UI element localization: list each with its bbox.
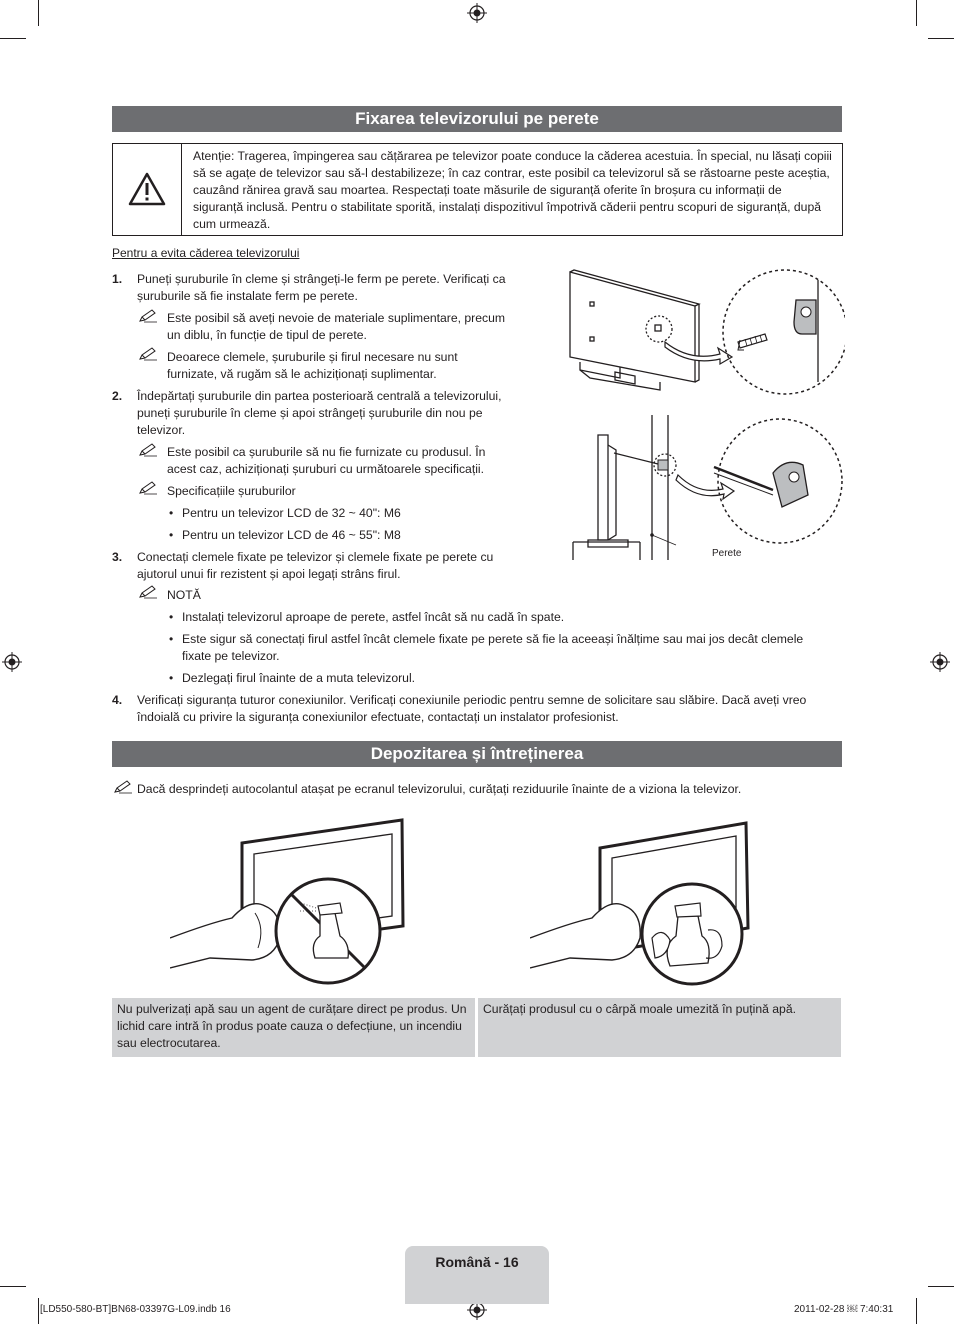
registration-mark-icon [2, 652, 22, 672]
crop-mark [38, 0, 39, 26]
spec-item: Pentru un televizor LCD de 46 ~ 55": M8 [182, 528, 401, 542]
crop-mark [916, 1298, 917, 1324]
bullet-icon: • [169, 632, 174, 646]
spec-item: Pentru un televizor LCD de 32 ~ 40": M6 [182, 506, 401, 520]
registration-mark-icon [467, 3, 487, 23]
caption-no-spray: Nu pulverizați apă sau un agent de curățare direct pe produs. Un lichid care intră în produs poate cauza o defecțiune, un incendiu sau electrocutarea. [112, 998, 475, 1057]
wall-label: Perete [712, 548, 742, 559]
crop-mark [928, 38, 954, 39]
file-name: [LD550-580-BT]BN68-03397G-L09.indb 16 [40, 1304, 231, 1315]
note-pencil-icon [138, 309, 158, 323]
warning-label: Atenție [193, 149, 231, 163]
cloth-cleaning-illustration [530, 818, 770, 988]
note-text: Specificațiile șuruburilor [167, 484, 296, 498]
note-pencil-icon [138, 443, 158, 457]
step-number: 3. [112, 550, 123, 564]
crop-mark [38, 1298, 39, 1324]
crop-mark [916, 0, 917, 26]
bullet-icon: • [169, 506, 174, 520]
page-number: Română - 16 [435, 1254, 519, 1270]
bullet-icon: • [169, 671, 174, 685]
step-number: 2. [112, 389, 123, 403]
step-2-text: Îndepărtați șuruburile din partea posterioară centrală a televizorului, puneți șuruburile în cleme și apoi strângeți șuruburile din nou pe televizor. [137, 389, 502, 437]
note-text: Este posibil să aveți nevoie de materiale suplimentare, precum un diblu, în funcție de tipul de perete. [167, 311, 506, 342]
note-text: Deoarece clemele, șuruburile și firul necesare nu sunt furnizate, vă rugăm să le achiziționați suplimentar. [167, 350, 458, 381]
registration-mark-icon [930, 652, 950, 672]
warning-text [193, 148, 833, 233]
note-bullet: Dezlegați firul înainte de a muta televizorul. [182, 671, 416, 685]
note-pencil-icon [138, 347, 158, 361]
caption-soft-cloth: Curățați produsul cu o cârpă moale umezită în puțină apă. [478, 998, 841, 1057]
no-spray-illustration [170, 818, 410, 988]
subsection-title: Pentru a evita căderea televizorului [112, 246, 300, 260]
crop-mark [0, 38, 26, 39]
step-number: 4. [112, 693, 123, 707]
note-pencil-icon [113, 780, 133, 794]
note-label: NOTĂ [167, 588, 201, 602]
bullet-icon: • [169, 528, 174, 542]
warning-body: : Tragerea, împingerea sau cățărarea pe televizor poate conduce la căderea acestuia. În special, nu lăsați copiii să se agațe de televizor sau să-l destabilizeze; în caz contrar, este posibil ca televizorul să se răstoarne peste aceștia, cauzând rănirea gravă sau moartea. Respectați toate măsurile de siguranță oferite în broșura cu informații de siguranță inclusă. Pentru o stabilitate sporită, instalați dispozitivul împotrivă căderii pentru scopuri de siguranță, după cum urmează. [193, 149, 832, 231]
note-pencil-icon [138, 481, 158, 495]
note-text: Este posibil ca șuruburile să nu fie furnizate cu produsul. În acest caz, achiziționați șuruburi cu următoarele specificații. [167, 445, 486, 476]
warning-box [112, 143, 843, 236]
step-number: 1. [112, 272, 123, 286]
step-4-text: Verificați siguranța tuturor conexiunilor. Verificați conexiunile periodic pentru semne de solicitare sau slăbire. Dacă aveți vreo îndoială cu privire la siguranța conexiunilor efectuate, contactați un instalator profesionist. [137, 693, 807, 724]
note-bullet: Este sigur să conectați firul astfel încât clemele fixate pe perete să fie la aceeași înălțime sau mai jos decât clemele fixate pe televizor. [182, 632, 804, 663]
section-title-wall-mount: Fixarea televizorului pe perete [112, 106, 842, 132]
warning-triangle-icon [127, 171, 167, 207]
warning-divider [181, 144, 182, 235]
step-3-text: Conectați clemele fixate pe televizor și clemele fixate pe perete cu ajutorul unui fir rezistent și apoi legați strâns firul. [137, 550, 494, 581]
print-timestamp: 2011-02-28 ￼ 7:40:31 [794, 1304, 894, 1315]
note-pencil-icon [138, 585, 158, 599]
tv-back-clamp-illustration [560, 262, 845, 412]
bullet-icon: • [169, 610, 174, 624]
crop-mark [928, 1286, 954, 1287]
tv-side-wall-illustration [568, 415, 848, 560]
crop-mark [0, 1286, 26, 1287]
step-1-text: Puneți șuruburile în cleme și strângeți-le ferm pe perete. Verificați ca șuruburile să fie instalate ferm pe perete. [137, 272, 506, 303]
note-bullet: Instalați televizorul aproape de perete, astfel încât să nu cadă în spate. [182, 610, 565, 624]
section-title-storage: Depozitarea și întreținerea [112, 741, 842, 767]
storage-note: Dacă desprindeți autocolantul atașat pe ecranul televizorului, curățați reziduurile înainte de a viziona la televizor. [137, 782, 742, 796]
